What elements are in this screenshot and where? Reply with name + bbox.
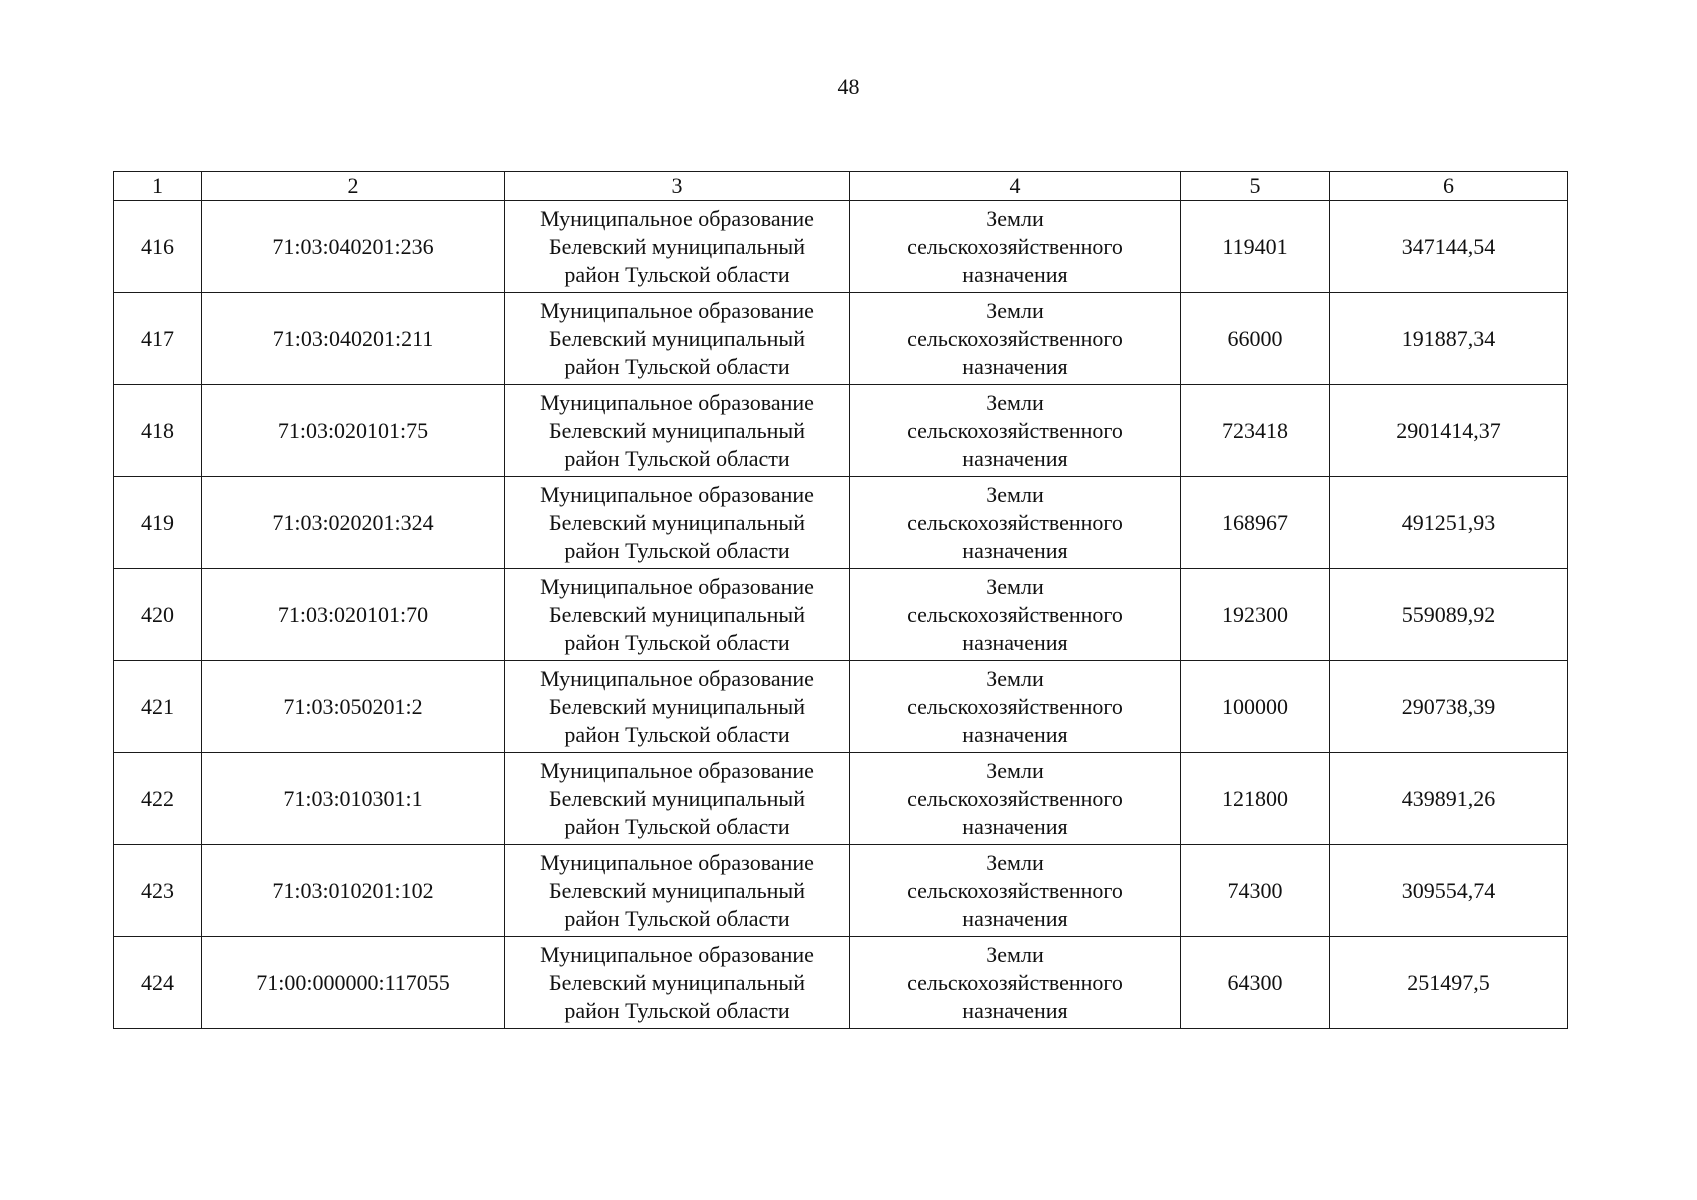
owner-cell-line: Муниципальное образование	[540, 665, 814, 691]
area-cell: 723418	[1181, 385, 1330, 477]
owner-cell-line: Белевский муниципальный	[549, 877, 805, 903]
cadastral-value-cell: 347144,54	[1330, 201, 1568, 293]
owner-cell-line: Белевский муниципальный	[549, 969, 805, 995]
owner-cell	[505, 569, 850, 661]
owner-cell-line: Белевский муниципальный	[549, 693, 805, 719]
row-number-cell: 419	[114, 477, 202, 569]
land-category-cell-line: сельскохозяйственного	[907, 785, 1123, 811]
land-category-cell-line: назначения	[962, 721, 1068, 747]
owner-cell	[505, 845, 850, 937]
cadastral-number-cell: 71:00:000000:117055	[202, 937, 505, 1029]
row-number-cell: 420	[114, 569, 202, 661]
land-category-cell-line: назначения	[962, 629, 1068, 655]
land-category-cell-line: Земли	[986, 389, 1044, 415]
page-number: 48	[837, 74, 860, 99]
land-category-cell-line: сельскохозяйственного	[907, 417, 1123, 443]
column-header: 5	[1181, 172, 1330, 201]
table-header-row	[114, 172, 1568, 201]
land-category-cell	[850, 661, 1181, 753]
land-category-cell	[850, 293, 1181, 385]
land-category-cell-line: назначения	[962, 537, 1068, 563]
land-category-cell-line: Земли	[986, 573, 1044, 599]
owner-cell-line: Муниципальное образование	[540, 205, 814, 231]
owner-cell	[505, 753, 850, 845]
row-number-cell: 424	[114, 937, 202, 1029]
area-cell: 119401	[1181, 201, 1330, 293]
land-category-cell	[850, 201, 1181, 293]
column-header: 4	[850, 172, 1181, 201]
area-cell: 66000	[1181, 293, 1330, 385]
land-category-cell-line: назначения	[962, 813, 1068, 839]
table-row	[114, 845, 1568, 937]
land-category-cell	[850, 477, 1181, 569]
owner-cell-line: Муниципальное образование	[540, 757, 814, 783]
land-category-cell	[850, 937, 1181, 1029]
land-category-cell-line: сельскохозяйственного	[907, 601, 1123, 627]
owner-cell-line: Белевский муниципальный	[549, 785, 805, 811]
owner-cell-line: Муниципальное образование	[540, 297, 814, 323]
cadastral-value-cell: 491251,93	[1330, 477, 1568, 569]
row-number-cell: 423	[114, 845, 202, 937]
owner-cell-line: Белевский муниципальный	[549, 325, 805, 351]
land-category-cell	[850, 845, 1181, 937]
land-category-cell-line: назначения	[962, 997, 1068, 1023]
land-category-cell	[850, 569, 1181, 661]
land-category-cell-line: назначения	[962, 445, 1068, 471]
land-category-cell-line: Земли	[986, 205, 1044, 231]
owner-cell-line: Белевский муниципальный	[549, 509, 805, 535]
cadastral-number-cell: 71:03:020101:75	[202, 385, 505, 477]
land-category-cell-line: сельскохозяйственного	[907, 325, 1123, 351]
owner-cell-line: район Тульской области	[564, 905, 790, 931]
row-number-cell: 421	[114, 661, 202, 753]
cadastral-number-cell: 71:03:010201:102	[202, 845, 505, 937]
cadastral-value-cell: 251497,5	[1330, 937, 1568, 1029]
column-header: 1	[114, 172, 202, 201]
owner-cell-line: Муниципальное образование	[540, 481, 814, 507]
land-category-cell-line: сельскохозяйственного	[907, 969, 1123, 995]
owner-cell-line: район Тульской области	[564, 997, 790, 1023]
table-row	[114, 753, 1568, 845]
cadastral-value-cell: 309554,74	[1330, 845, 1568, 937]
area-cell: 121800	[1181, 753, 1330, 845]
table-row	[114, 293, 1568, 385]
cadastral-number-cell: 71:03:050201:2	[202, 661, 505, 753]
land-category-cell-line: Земли	[986, 297, 1044, 323]
table-row	[114, 569, 1568, 661]
owner-cell	[505, 937, 850, 1029]
owner-cell-line: район Тульской области	[564, 353, 790, 379]
cadastral-value-cell: 559089,92	[1330, 569, 1568, 661]
cadastral-number-cell: 71:03:020101:70	[202, 569, 505, 661]
owner-cell-line: Белевский муниципальный	[549, 417, 805, 443]
cadastral-number-cell: 71:03:020201:324	[202, 477, 505, 569]
table-row	[114, 385, 1568, 477]
owner-cell	[505, 201, 850, 293]
land-category-cell-line: сельскохозяйственного	[907, 693, 1123, 719]
area-cell: 192300	[1181, 569, 1330, 661]
land-category-cell-line: Земли	[986, 941, 1044, 967]
row-number-cell: 418	[114, 385, 202, 477]
owner-cell	[505, 385, 850, 477]
land-plots-table	[113, 171, 1568, 1029]
land-category-cell	[850, 385, 1181, 477]
cadastral-value-cell: 2901414,37	[1330, 385, 1568, 477]
column-header: 6	[1330, 172, 1568, 201]
land-category-cell-line: назначения	[962, 905, 1068, 931]
owner-cell-line: Белевский муниципальный	[549, 601, 805, 627]
table-row	[114, 937, 1568, 1029]
cadastral-number-cell: 71:03:010301:1	[202, 753, 505, 845]
row-number-cell: 417	[114, 293, 202, 385]
owner-cell-line: Муниципальное образование	[540, 573, 814, 599]
cadastral-number-cell: 71:03:040201:211	[202, 293, 505, 385]
owner-cell-line: Белевский муниципальный	[549, 233, 805, 259]
land-category-cell-line: Земли	[986, 481, 1044, 507]
column-header: 3	[505, 172, 850, 201]
owner-cell	[505, 477, 850, 569]
owner-cell-line: район Тульской области	[564, 445, 790, 471]
land-category-cell-line: сельскохозяйственного	[907, 233, 1123, 259]
land-category-cell-line: назначения	[962, 261, 1068, 287]
land-category-cell	[850, 753, 1181, 845]
row-number-cell: 422	[114, 753, 202, 845]
owner-cell-line: район Тульской области	[564, 629, 790, 655]
cadastral-value-cell: 290738,39	[1330, 661, 1568, 753]
land-category-cell-line: сельскохозяйственного	[907, 877, 1123, 903]
land-category-cell-line: Земли	[986, 757, 1044, 783]
owner-cell	[505, 661, 850, 753]
owner-cell-line: район Тульской области	[564, 813, 790, 839]
area-cell: 64300	[1181, 937, 1330, 1029]
cadastral-number-cell: 71:03:040201:236	[202, 201, 505, 293]
table-row	[114, 661, 1568, 753]
owner-cell-line: Муниципальное образование	[540, 941, 814, 967]
land-category-cell-line: Земли	[986, 849, 1044, 875]
area-cell: 100000	[1181, 661, 1330, 753]
owner-cell-line: район Тульской области	[564, 537, 790, 563]
land-category-cell-line: назначения	[962, 353, 1068, 379]
land-category-cell-line: Земли	[986, 665, 1044, 691]
cadastral-value-cell: 439891,26	[1330, 753, 1568, 845]
owner-cell-line: район Тульской области	[564, 261, 790, 287]
row-number-cell: 416	[114, 201, 202, 293]
table-row	[114, 477, 1568, 569]
table-row	[114, 201, 1568, 293]
cadastral-value-cell: 191887,34	[1330, 293, 1568, 385]
land-category-cell-line: сельскохозяйственного	[907, 509, 1123, 535]
owner-cell	[505, 293, 850, 385]
area-cell: 74300	[1181, 845, 1330, 937]
owner-cell-line: Муниципальное образование	[540, 849, 814, 875]
owner-cell-line: Муниципальное образование	[540, 389, 814, 415]
column-header: 2	[202, 172, 505, 201]
table-body	[114, 201, 1568, 1029]
owner-cell-line: район Тульской области	[564, 721, 790, 747]
area-cell: 168967	[1181, 477, 1330, 569]
